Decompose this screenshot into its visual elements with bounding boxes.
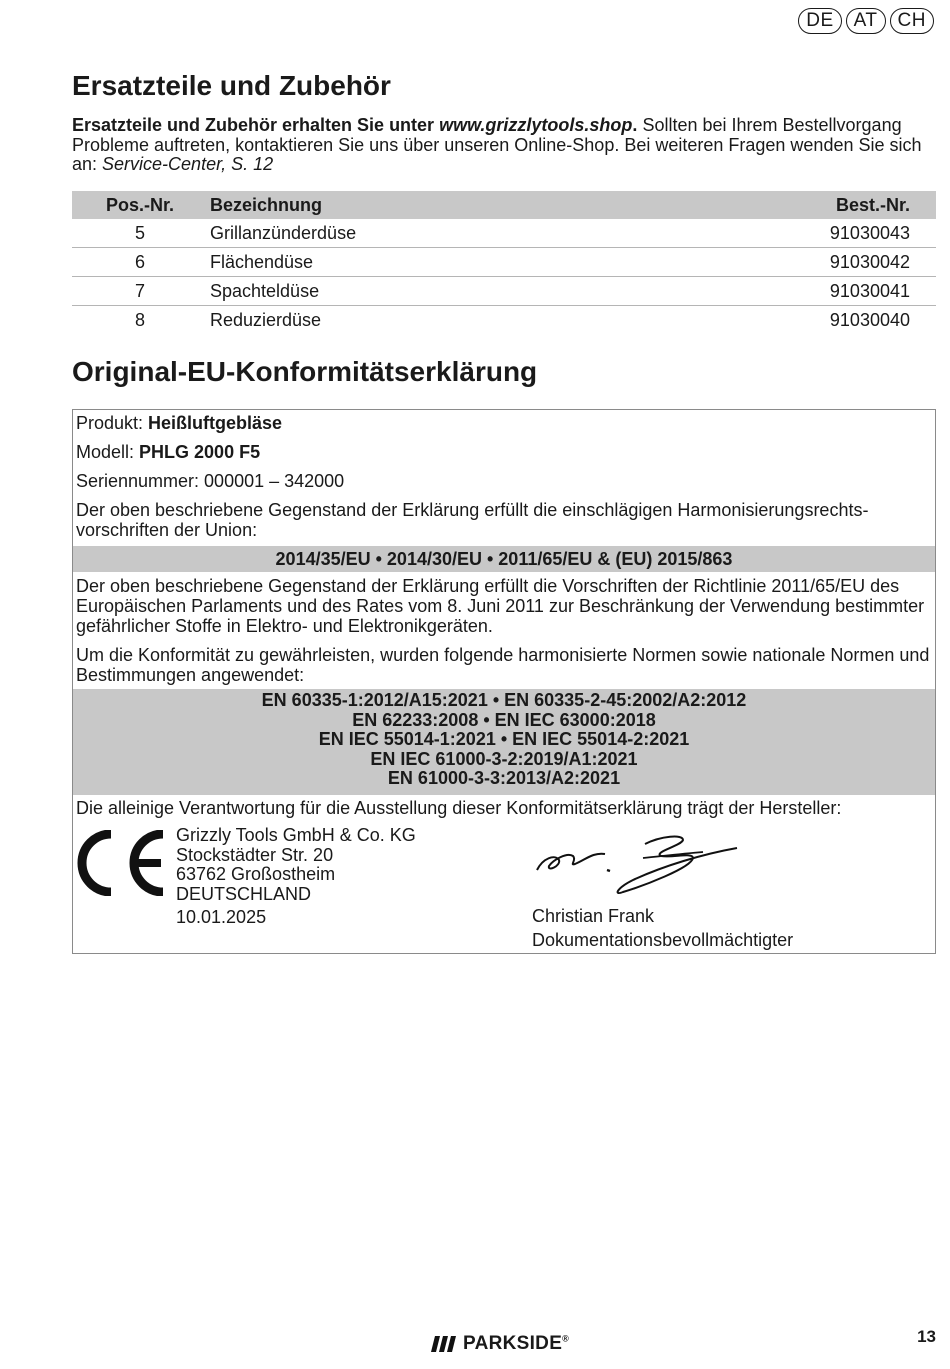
model-line: Modell: PHLG 2000 F5: [76, 442, 261, 462]
parkside-stripes-icon: [431, 1336, 457, 1352]
directives-band: 2014/35/EU • 2014/30/EU • 2011/65/EU & (EU) 2015/863: [73, 546, 935, 572]
product-line: Produkt: Heißluftgebläse: [76, 413, 283, 433]
norm-line: EN IEC 61000-3-2:2019/A1:2021: [370, 748, 638, 769]
parts-intro: [72, 116, 936, 175]
intro-text: Sollten bei Ihrem Bestellvorgang Probleme auftreten, kontaktieren Sie uns über unseren Online-Shop. Bei weiteren Fragen wenden Sie sich an:: [72, 115, 922, 174]
manufacturer-name: Grizzly Tools GmbH & Co. KG: [176, 825, 416, 845]
norm-line: EN 61000-3-3:2013/A2:2021: [387, 768, 621, 788]
parts-table: [72, 191, 936, 334]
norm-line: EN 60335-1:2012/A15:2021 • EN 60335-2-45:2002/A2:2012: [261, 690, 747, 710]
declaration-box: [72, 409, 936, 954]
cell-pos: 8: [134, 309, 145, 330]
cell-best: 91030043: [632, 219, 936, 248]
norm-line: EN 62233:2008 • EN IEC 63000:2018: [352, 709, 656, 730]
table-row: [72, 306, 936, 335]
header-pos: Pos.-Nr.: [72, 191, 208, 219]
parts-heading: Ersatzteile und Zubehör: [72, 70, 391, 101]
table-row: [72, 277, 936, 306]
table-row: [72, 219, 936, 248]
table-header-row: [72, 191, 936, 219]
signer-name: Christian Frank: [532, 906, 655, 926]
ce-mark-icon: [75, 830, 167, 901]
lang-badge-ch: CH: [890, 8, 934, 34]
table-row: [72, 248, 936, 277]
manufacturer-city: 63762 Großostheim: [176, 864, 336, 884]
cell-name: Flächendüse: [208, 248, 632, 277]
intro-bold: Ersatzteile und Zubehör erhalten Sie unter www.grizzlytools.shop.: [72, 115, 638, 135]
standards-intro: Um die Konformität zu gewährleisten, wurden folgende harmonisierte Normen sowie nationale Normen und Bestimmungen angewendet:: [76, 645, 930, 685]
manufacturer-country: DEUTSCHLAND: [176, 883, 312, 904]
brand-name: PARKSIDE®: [463, 1333, 570, 1354]
cell-name: Reduzierdüse: [210, 309, 322, 330]
declaration-date: 10.01.2025: [176, 907, 267, 927]
serial-line: Seriennummer: 000001 – 342000: [76, 471, 345, 491]
parkside-logo: [431, 1333, 569, 1355]
service-center-ref: Service-Center, S. 12: [102, 154, 274, 174]
signer-block: [532, 904, 793, 952]
page-number: 13: [917, 1327, 936, 1346]
shop-link[interactable]: www.grizzlytools.shop: [439, 115, 633, 135]
header-name: Bezeichnung: [208, 191, 632, 219]
product-name: Heißluftgebläse: [148, 413, 283, 433]
norm-line: EN IEC 55014-1:2021 • EN IEC 55014-2:2021: [318, 729, 690, 749]
cell-best: 91030041: [632, 277, 936, 306]
header-best: Best.-Nr.: [632, 191, 936, 219]
manufacturer-street: Stockstädter Str. 20: [176, 844, 334, 865]
declaration-heading: Original-EU-Konformitätserklärung: [72, 356, 538, 387]
harmonisation-text: Der oben beschriebene Gegenstand der Erklärung erfüllt die einschlägigen Harmonisierungsrechts-vorschriften der Union:: [76, 500, 869, 540]
cell-pos: 6: [72, 248, 208, 277]
cell-pos: 7: [72, 277, 208, 306]
manufacturer-address: [176, 826, 416, 904]
model-name: PHLG 2000 F5: [139, 442, 261, 462]
language-badges: [798, 8, 934, 34]
rohs-text: Der oben beschriebene Gegenstand der Erklärung erfüllt die Vorschriften der Richtlinie 2011/65/EU des Europäischen Parlaments und des Rates vom 8. Juni 2011 zur Beschränkung der Verwendung bestimmter gefährlicher Stoffe in Elektro- und Elektronikgeräten.: [76, 576, 925, 636]
signature-image: [533, 830, 743, 907]
norms-band: [73, 689, 935, 795]
lang-badge-at: AT: [846, 8, 886, 34]
signer-role: Dokumentationsbevollmächtigter: [532, 930, 794, 950]
cell-name: Spachteldüse: [208, 277, 632, 306]
lang-badge-de: DE: [798, 8, 841, 34]
responsibility-text: Die alleinige Verantwortung für die Ausstellung dieser Konformitätserklärung trägt der Hersteller:: [76, 798, 842, 818]
cell-best: 91030040: [829, 309, 910, 330]
cell-pos: 5: [72, 219, 208, 248]
cell-name: Grillanzünderdüse: [208, 219, 632, 248]
cell-best: 91030042: [632, 248, 936, 277]
